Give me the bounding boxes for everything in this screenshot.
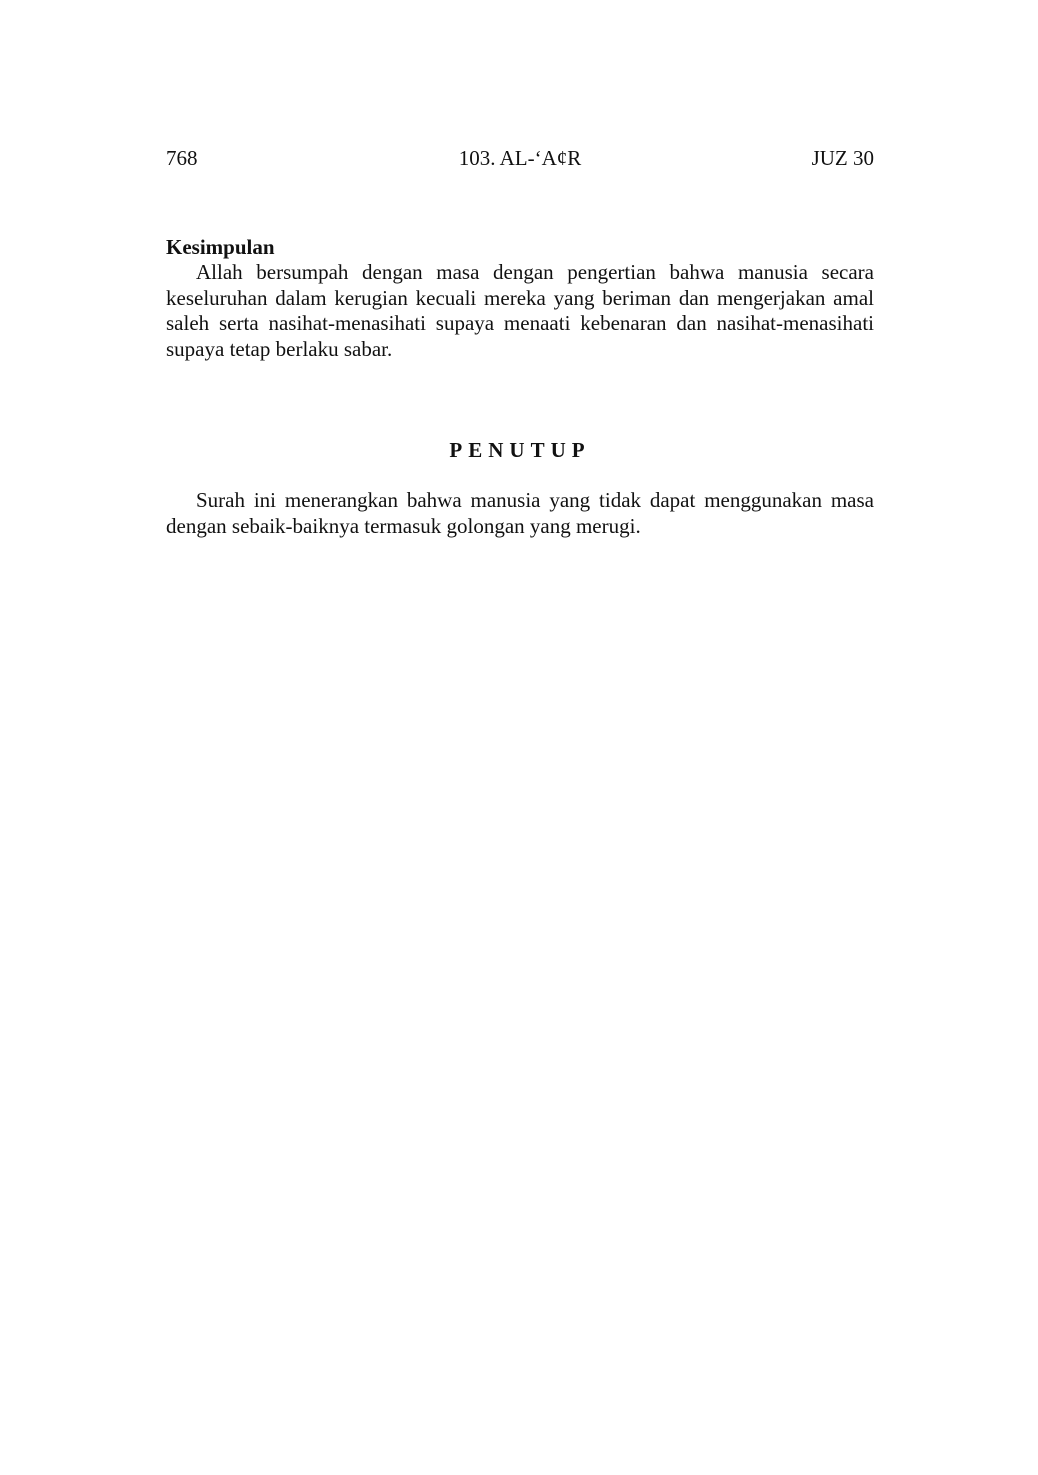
closing-paragraph: Surah ini menerangkan bahwa manusia yang tidak dapat menggunakan masa dengan sebaik-baiknya termasuk golongan yang merugi. xyxy=(166,488,874,538)
surah-title: 103. AL-‘A¢R xyxy=(458,146,582,170)
conclusion-paragraph: Allah bersumpah dengan masa dengan pengertian bahwa manusia secara keseluruhan dalam kerugian kecuali mereka yang beriman dan mengerjakan amal saleh serta nasihat-menasihati supaya menaati kebenaran dan nasihat-menasihati supaya tetap berlaku sabar. xyxy=(166,260,874,361)
document-page xyxy=(166,0,874,1475)
juz-label: JUZ 30 xyxy=(811,146,874,170)
page-number: 768 xyxy=(166,146,198,170)
conclusion-heading: Kesimpulan xyxy=(166,235,275,259)
closing-heading: PENUTUP xyxy=(449,438,591,462)
running-header xyxy=(166,144,874,174)
